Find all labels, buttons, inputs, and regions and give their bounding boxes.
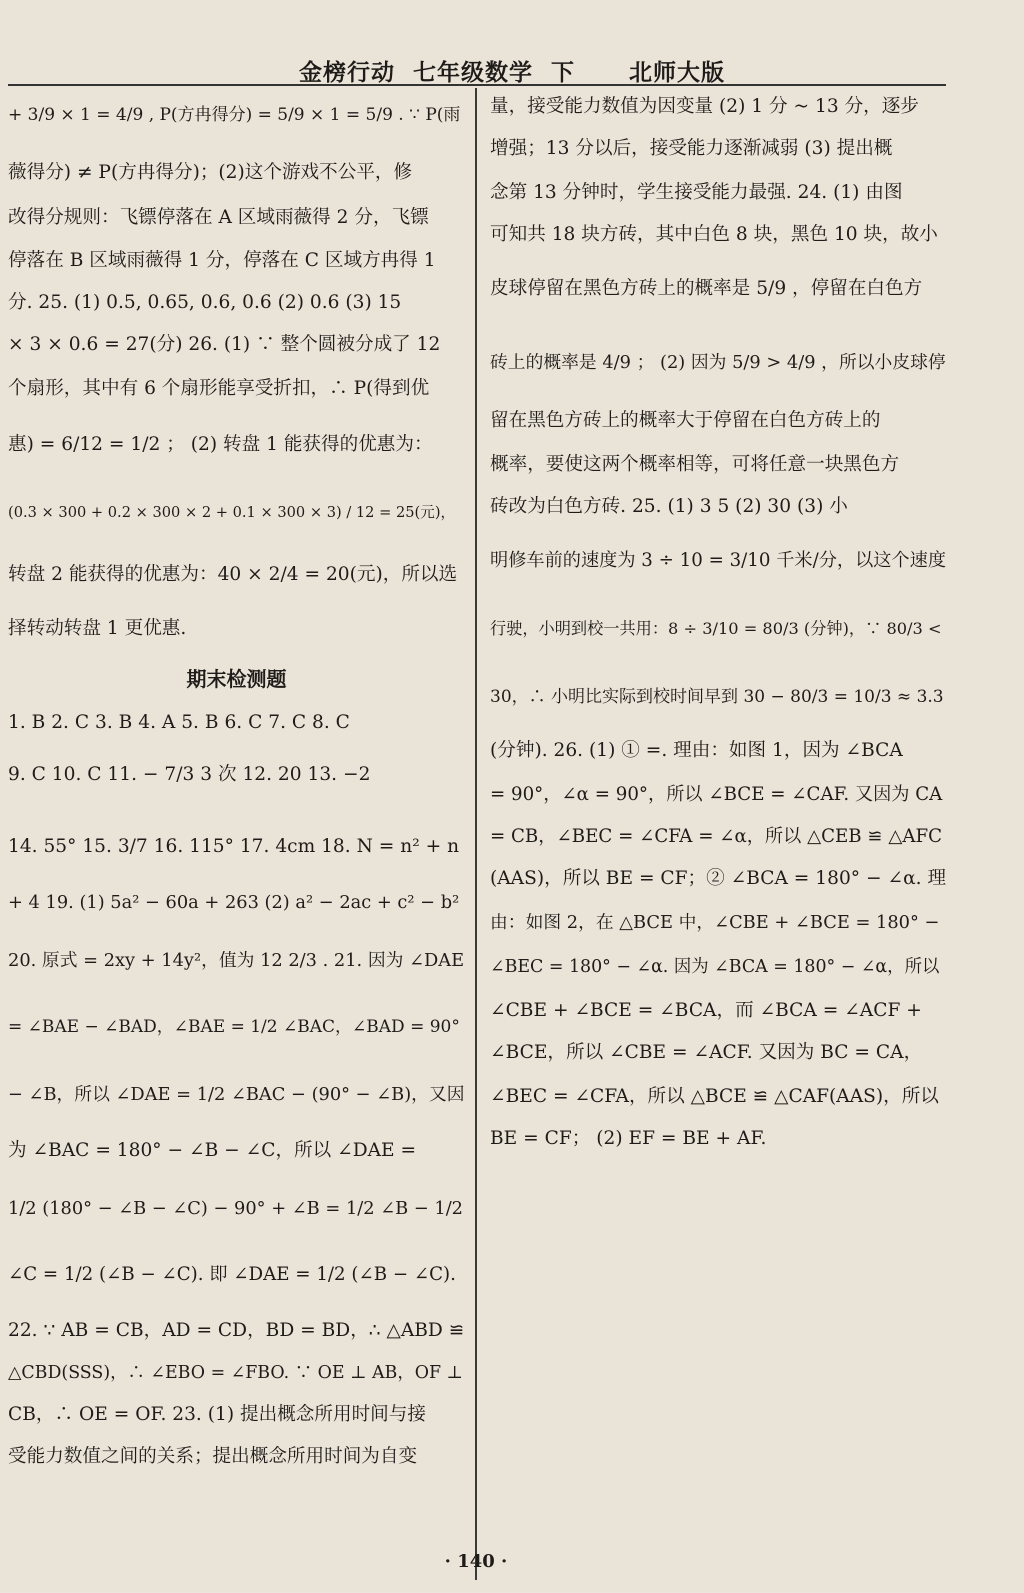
text-line: ∠CBE + ∠BCE = ∠BCA，而 ∠BCA = ∠ACF + [490,1000,922,1021]
answer-line: − ∠B，所以 ∠DAE = 1/2 ∠BAC − (90° − ∠B)，又因 [8,1084,465,1105]
text-line: = CB，∠BEC = ∠CFA = ∠α，所以 △CEB ≌ △AFC [490,826,943,847]
answer-line: CB，∴ OE = OF. 23. (1) 提出概念所用时间与接 [8,1404,426,1425]
text-line: 概率，要使这两个概率相等，可将任意一块黑色方 [490,454,900,475]
answer-line: 为 ∠BAC = 180° − ∠B − ∠C，所以 ∠DAE = [8,1140,417,1161]
column-divider [475,88,477,1580]
answer-line: 9. C 10. C 11. − 7/3 3 次 12. 20 13. −2 [8,764,371,785]
text-line: 量，接受能力数值为因变量 (2) 1 分 ~ 13 分，逐步 [490,96,919,117]
page-number: · 140 · [444,1551,508,1572]
text-line: × 3 × 0.6 = 27(分) 26. (1) ∵ 整个圆被分成了 12 [8,334,441,355]
text-line: (分钟). 26. (1) ① =. 理由：如图 1，因为 ∠BCA [490,740,903,761]
answer-line: + 4 19. (1) 5a² − 60a + 263 (2) a² − 2ac + c² − b² [8,892,460,913]
answer-line: 20. 原式 = 2xy + 14y²，值为 12 2/3 . 21. 因为 ∠DAE [8,950,465,971]
text-line: 停落在 B 区域雨薇得 1 分，停落在 C 区域方冉得 1 [8,250,436,271]
text-line: 增强；13 分以后，接受能力逐渐减弱 (3) 提出概 [490,138,893,159]
answer-line: △CBD(SSS)，∴ ∠EBO = ∠FBO. ∵ OE ⊥ AB，OF ⊥ [8,1363,463,1383]
text-line: ∠BEC = 180° − ∠α. 因为 ∠BCA = 180° − ∠α，所以 [490,957,940,977]
text-line: 惠) = 6/12 = 1/2 ； (2) 转盘 1 能获得的优惠为： [8,434,433,455]
text-line: 30，∴ 小明比实际到校时间早到 30 − 80/3 = 10/3 ≈ 3.3 [490,687,944,707]
text-line: ∠BEC = ∠CFA，所以 △BCE ≌ △CAF(AAS)，所以 [490,1086,939,1107]
answer-line: 受能力数值之间的关系；提出概念所用时间为自变 [8,1446,418,1467]
text-line: BE = CF； (2) EF = BE + AF. [490,1128,767,1149]
text-line: 分. 25. (1) 0.5, 0.65, 0.6, 0.6 (2) 0.6 (3) 15 [8,292,402,313]
text-line: 皮球停留在黑色方砖上的概率是 5/9 ，停留在白色方 [490,278,923,299]
page-header [0,48,1024,88]
text-line: 念第 13 分钟时，学生接受能力最强. 24. (1) 由图 [490,182,903,203]
text-line: 砖上的概率是 4/9 ； (2) 因为 5/9 > 4/9 ，所以小皮球停 [490,352,946,373]
answer-line: = ∠BAE − ∠BAD，∠BAE = 1/2 ∠BAC，∠BAD = 90° [8,1017,460,1037]
text-line: ∠BCE，所以 ∠CBE = ∠ACF. 又因为 BC = CA， [490,1042,923,1063]
text-line: 砖改为白色方砖. 25. (1) 3 5 (2) 30 (3) 小 [490,496,848,517]
text-line: 薇得分) ≠ P(方冉得分)；(2)这个游戏不公平，修 [8,162,413,183]
answer-line: 22. ∵ AB = CB，AD = CD，BD = BD，∴ △ABD ≌ [8,1320,465,1341]
text-line: = 90°，∠α = 90°，所以 ∠BCE = ∠CAF. 又因为 CA [490,784,943,805]
text-line: 明修车前的速度为 3 ÷ 10 = 3/10 千米/分，以这个速度 [490,550,947,571]
text-line: 由：如图 2，在 △BCE 中，∠CBE + ∠BCE = 180° − [490,912,940,933]
text-line: 转盘 2 能获得的优惠为：40 × 2/4 = 20(元)，所以选 [8,564,458,585]
text-line: 留在黑色方砖上的概率大于停留在白色方砖上的 [490,410,881,431]
text-line: 个扇形，其中有 6 个扇形能享受折扣，∴ P(得到优 [8,378,430,399]
header-title: 金榜行动 七年级数学 下 北师大版 [298,60,726,86]
formula-line: (0.3 × 300 + 0.2 × 300 × 2 + 0.1 × 300 × 3) / 12 = 25(元)， [8,504,456,521]
answer-line: 1/2 (180° − ∠B − ∠C) − 90° + ∠B = 1/2 ∠B − 1/2 [8,1198,463,1219]
text-line: (AAS)，所以 BE = CF；② ∠BCA = 180° − ∠α. 理 [490,868,947,889]
answer-line: ∠C = 1/2 (∠B − ∠C). 即 ∠DAE = 1/2 (∠B − ∠C). [8,1264,456,1285]
answer-line: 1. B 2. C 3. B 4. A 5. B 6. C 7. C 8. C [8,712,350,733]
text-line: 改得分规则：飞镖停落在 A 区域雨薇得 2 分，飞镖 [8,207,429,228]
section-title: 期末检测题 [186,667,287,691]
text-line: 行驶，小明到校一共用：8 ÷ 3/10 = 80/3 (分钟)，∵ 80/3 < [490,619,942,638]
text-line: + 3/9 × 1 = 4/9 , P(方冉得分) = 5/9 × 1 = 5/9 . ∵ P(雨 [8,105,461,125]
header-rule [8,84,946,86]
answer-line: 14. 55° 15. 3/7 16. 115° 17. 4cm 18. N = n² + n [8,836,460,857]
text-line: 可知共 18 块方砖，其中白色 8 块，黑色 10 块，故小 [490,224,938,245]
text-line: 择转动转盘 1 更优惠. [8,618,187,639]
